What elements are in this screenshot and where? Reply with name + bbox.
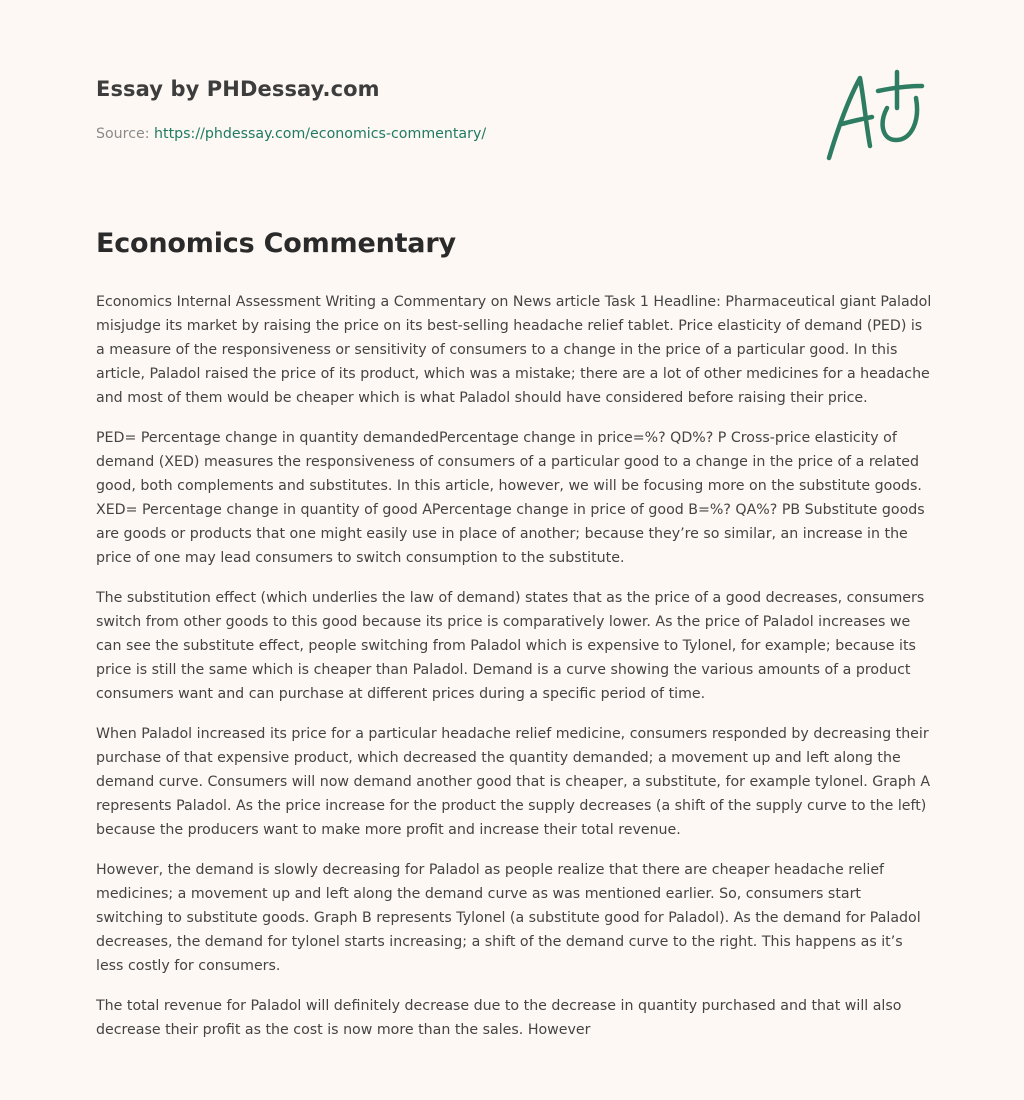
brand-title: Essay by PHDessay.com bbox=[96, 77, 380, 101]
paragraph: PED= Percentage change in quantity demandedPercentage change in price=%? QD%? P Cross-price elasticity of demand (XED) measures the responsiveness of consumers of a particular good to a change in the price of a related good, both complements and substitutes. In this article, however, we will be focusing more on the substitute goods. XED= Percentage change in quantity of good APercentage change in price of good B=%? QA%? PB Substitute goods are goods or products that one might easily use in place of another; because they’re so similar, an increase in the price of one may lead consumers to switch consumption to the substitute. bbox=[96, 430, 925, 566]
a-plus-grade-icon bbox=[820, 68, 930, 164]
paragraph: The total revenue for Paladol will definitely decrease due to the decrease in quantity purchased and that will also decrease their profit as the cost is now more than the sales. However bbox=[96, 998, 902, 1038]
source-link[interactable]: https://phdessay.com/economics-commentary/ bbox=[154, 126, 487, 142]
paragraph: The substitution effect (which underlies the law of demand) states that as the price of a good decreases, consumers switch from other goods to this good because its price is comparatively lower. As the price of Paladol increases we can see the substitute effect, people switching from Paladol which is expensive to Tylonel, for example; because its price is still the same which is cheaper than Paladol. Demand is a curve showing the various amounts of a product consumers want and can purchase at different prices during a specific period of time. bbox=[96, 590, 925, 702]
paragraph: Economics Internal Assessment Writing a Commentary on News article Task 1 Headline: Pharmaceutical giant Paladol misjudge its market by raising the price on its best-selling headache relief tablet. Price elasticity of demand (PED) is a measure of the responsiveness or sensitivity of consumers to a change in the price of a particular good. In this article, Paladol raised the price of its product, which was a mistake; there are a lot of other medicines for a headache and most of them would be cheaper which is what Paladol should have considered before raising their price. bbox=[96, 294, 932, 406]
article-body bbox=[96, 224, 932, 1058]
source-label: Source: bbox=[96, 126, 150, 142]
essay-header bbox=[96, 74, 796, 144]
paragraph: However, the demand is slowly decreasing for Paladol as people realize that there are cheaper headache relief medicines; a movement up and left along the demand curve as was mentioned earlier. So, consumers start switching to substitute goods. Graph B represents Tylonel (a substitute good for Paladol). As the demand for Paladol decreases, the demand for tylonel starts increasing; a shift of the demand curve to the right. This happens as it’s less costly for consumers. bbox=[96, 862, 921, 974]
source-line bbox=[96, 124, 796, 144]
paragraph: When Paladol increased its price for a particular headache relief medicine, consumers responded by decreasing their purchase of that expensive product, which decreased the quantity demanded; a movement up and left along the demand curve. Consumers will now demand another good that is cheaper, a substitute, for example tylonel. Graph A represents Paladol. As the price increase for the product the supply decreases (a shift of the supply curve to the left) because the producers want to make more profit and increase their total revenue. bbox=[96, 726, 931, 838]
page-title: Economics Commentary bbox=[96, 228, 456, 259]
